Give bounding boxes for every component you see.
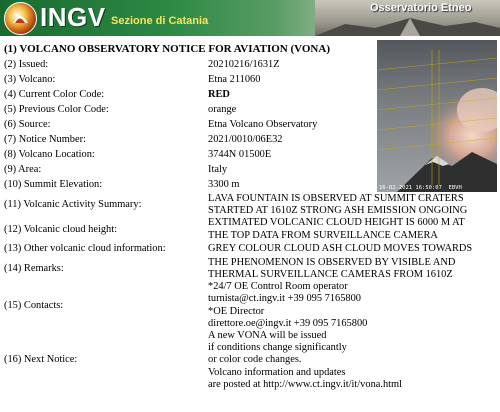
value-other-cloud-info: GREY COLOUR CLOUD ASH CLOUD MOVES TOWARDS (208, 243, 473, 255)
label-notice-number: (7) Notice Number: (4, 134, 86, 146)
section-name: Sezione di Catania (111, 15, 209, 27)
value-issued: 20210216/1631Z (208, 59, 280, 71)
value-next-notice[interactable]: A new VONA will be issued if conditions change significantly or color code changes. Volcano information and updates are posted at http://www.ct.ingv.it/it/vona.html (208, 330, 403, 390)
row-location (4, 148, 472, 163)
row-remarks (4, 257, 472, 281)
ingv-logo-icon (4, 2, 37, 35)
label-volcano: (3) Volcano: (4, 74, 56, 86)
label-previous-color: (5) Previous Color Code: (4, 104, 109, 116)
header-banner (0, 0, 500, 36)
row-area (4, 163, 472, 178)
row-volcano (4, 73, 472, 88)
row-previous-color (4, 103, 472, 118)
value-summit-elevation: 3300 m (208, 179, 240, 191)
value-location: 3744N 01500E (208, 149, 272, 161)
row-issued (4, 58, 472, 73)
row-current-color (4, 88, 472, 103)
label-current-color: (4) Current Color Code: (4, 89, 105, 101)
value-cloud-height: EXTIMATED VOLCANIC CLOUD HEIGHT IS 6000 M AT THE TOP DATA FROM SURVEILLANCE CAMERA (208, 217, 465, 241)
value-area: Italy (208, 164, 228, 176)
label-remarks: (14) Remarks: (4, 262, 64, 274)
label-issued: (2) Issued: (4, 59, 49, 71)
value-current-color: RED (208, 89, 230, 101)
label-other-cloud-info: (13) Other volcanic cloud information: (4, 243, 166, 255)
notice-title: (1) VOLCANO OBSERVATORY NOTICE FOR AVIATION (VONA) (4, 43, 330, 55)
value-source: Etna Volcano Observatory (208, 119, 318, 131)
value-volcano: Etna 211060 (208, 74, 261, 86)
row-contacts (4, 281, 472, 330)
camera-timestamp: 16-02-2021 16:50:07 EBVH (379, 185, 462, 191)
label-cloud-height: (12) Volcanic cloud height: (4, 223, 118, 235)
observatory-name: Osservatorio Etneo (370, 2, 472, 14)
value-remarks: THE PHENOMENON IS OBSERVED BY VISIBLE AND THERMAL SURVEILLANCE CAMERAS FROM 1610Z (208, 256, 456, 281)
label-contacts: (15) Contacts: (4, 299, 64, 311)
row-summit-elevation (4, 178, 472, 193)
row-notice-number (4, 133, 472, 148)
row-source (4, 118, 472, 133)
row-activity-summary (4, 193, 472, 217)
label-next-notice: (16) Next Notice: (4, 354, 78, 366)
label-activity-summary: (11) Volcanic Activity Summary: (4, 199, 142, 211)
value-contacts[interactable]: *24/7 OE Control Room operator turnista@ct.ingv.it +39 095 7165800 *OE Director direttore.oe@ingv.it +39 095 7165800 (208, 281, 368, 329)
ingv-logo-text[interactable]: INGV (40, 2, 106, 32)
value-notice-number: 2021/0010/06E32 (208, 134, 283, 146)
row-cloud-height (4, 217, 472, 241)
label-source: (6) Source: (4, 119, 51, 131)
label-location: (8) Volcano Location: (4, 149, 95, 161)
value-previous-color: orange (208, 104, 237, 116)
row-next-notice (4, 330, 472, 391)
vona-table (4, 58, 472, 391)
label-area: (9) Area: (4, 164, 42, 176)
row-other-cloud-info (4, 242, 472, 257)
value-activity-summary: LAVA FOUNTAIN IS OBSERVED AT SUMMIT CRATERS STARTED AT 1610Z STRONG ASH EMISSION ONGOING (208, 193, 468, 217)
label-summit-elevation: (10) Summit Elevation: (4, 179, 103, 191)
